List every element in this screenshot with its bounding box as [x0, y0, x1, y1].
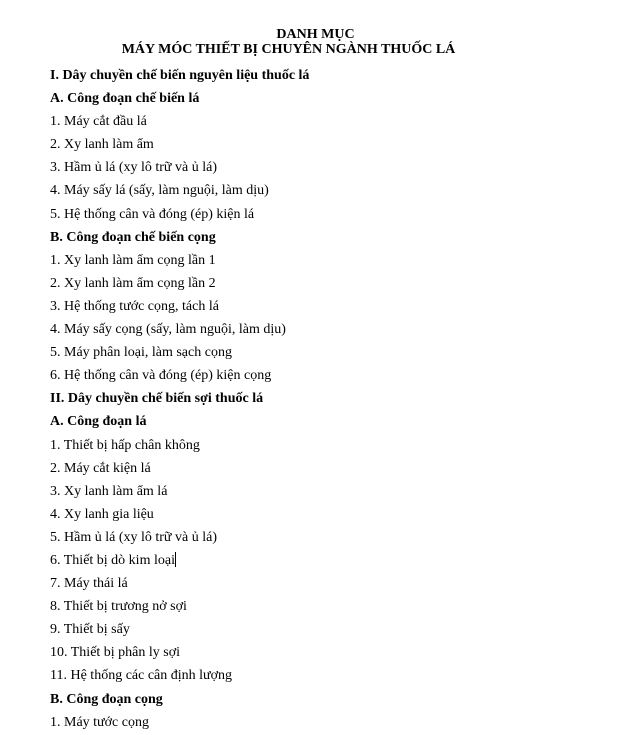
section-heading-text: A. Công đoạn chế biến lá: [50, 91, 200, 107]
section-heading: [50, 688, 610, 711]
list-item-text: 2. Xy lanh làm ẩm cọng lần 2: [50, 275, 216, 291]
section-heading: [50, 64, 610, 87]
list-item-text: 8. Thiết bị trương nở sợi: [50, 599, 187, 615]
list-item-text: 7. Máy thái lá: [50, 576, 128, 592]
list-item-text: 4. Xy lanh gia liệu: [50, 506, 154, 522]
list-item-text: 1. Xy lanh làm ẩm cọng lần 1: [50, 252, 216, 268]
list-item-text: 11. Hệ thống các cân định lượng: [50, 668, 233, 684]
section-heading: [50, 387, 610, 410]
list-item-text: 1. Thiết bị hấp chân không: [50, 437, 200, 453]
list-item-text: 3. Hệ thống tước cọng, tách lá: [50, 298, 219, 314]
list-item: [50, 549, 610, 572]
section-heading-text: B. Công đoạn cọng: [50, 691, 163, 707]
list-item-text: 5. Hệ thống cân và đóng (ép) kiện lá: [50, 206, 255, 222]
list-item: [50, 434, 610, 457]
section-heading-text: II. Dây chuyền chế biến sợi thuốc lá: [50, 391, 264, 407]
list-item: [50, 503, 610, 526]
list-item-text: 4. Máy sấy lá (sấy, làm nguội, làm dịu): [50, 183, 269, 199]
list-item-text: 9. Thiết bị sấy: [50, 622, 130, 638]
list-item: [50, 711, 610, 734]
list-item-text: 5. Máy phân loại, làm sạch cọng: [50, 345, 232, 361]
list-item-text: 1. Máy tước cọng: [50, 714, 149, 730]
list-item: [50, 364, 610, 387]
list-item: [50, 203, 610, 226]
list-item-text: 6. Thiết bị dò kim loại: [50, 552, 175, 568]
section-heading: [50, 87, 610, 110]
list-item: [50, 595, 610, 618]
list-item-text: 2. Máy cắt kiện lá: [50, 460, 151, 476]
section-heading-text: I. Dây chuyền chế biến nguyên liệu thuốc lá: [50, 68, 310, 83]
section-heading: [50, 226, 610, 249]
list-item: [50, 480, 610, 503]
list-item: [50, 664, 610, 687]
section-heading-text: A. Công đoạn lá: [50, 414, 147, 430]
list-item-text: 2. Xy lanh làm ẩm: [50, 137, 154, 153]
list-item-text: 3. Xy lanh làm ẩm lá: [50, 483, 168, 499]
section-heading: [50, 410, 610, 433]
list-item-text: 5. Hầm ủ lá (xy lô trữ và ủ lá): [50, 529, 217, 545]
list-item: [50, 156, 610, 179]
list-item-text: 3. Hầm ủ lá (xy lô trữ và ủ lá): [50, 160, 217, 176]
list-item: [50, 618, 610, 641]
list-item-text: 1. Máy cắt đầu lá: [50, 114, 147, 130]
list-item: [50, 572, 610, 595]
text-cursor: [175, 552, 176, 567]
list-item-text: 4. Máy sấy cọng (sấy, làm nguội, làm dịu): [50, 322, 286, 338]
document-title-line-2: MÁY MÓC THIẾT BỊ CHUYÊN NGÀNH THUỐC LÁ: [121, 42, 456, 57]
list-item: [50, 457, 610, 480]
list-item-text: 6. Hệ thống cân và đóng (ép) kiện cọng: [50, 368, 272, 384]
list-item: [50, 110, 610, 133]
list-item: [50, 133, 610, 156]
document-title-line-1: DANH MỤC: [276, 27, 355, 42]
document-body: [50, 64, 610, 734]
list-item: [50, 318, 610, 341]
list-item: [50, 249, 610, 272]
list-item-text: 10. Thiết bị phân ly sợi: [50, 645, 181, 661]
list-item: [50, 272, 610, 295]
list-item: [50, 526, 610, 549]
list-item: [50, 295, 610, 318]
list-item: [50, 341, 610, 364]
list-item: [50, 179, 610, 202]
list-item: [50, 641, 610, 664]
section-heading-text: B. Công đoạn chế biến cọng: [50, 229, 216, 245]
